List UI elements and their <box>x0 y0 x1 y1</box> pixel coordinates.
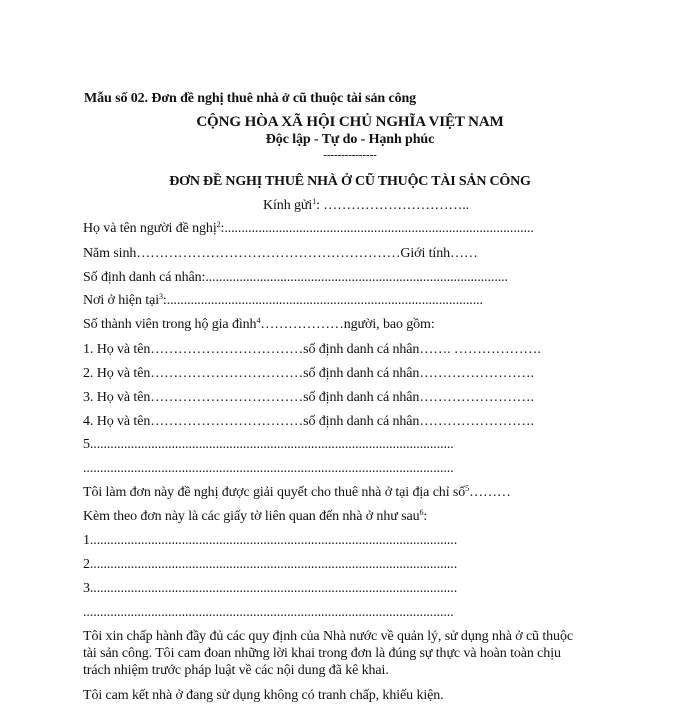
closing-line-1: Tôi xin chấp hành đầy đủ các quy định của Nhà nước về quản lý, sử dụng nhà ở cũ thuộc <box>83 629 573 644</box>
ho-ten-line <box>83 221 534 237</box>
thanh-vien-label: Số thành viên trong hộ gia đình <box>83 317 257 332</box>
ho-ten-label: Họ và tên người đề nghị <box>83 221 217 236</box>
closing-line-3: trách nhiệm trước pháp luật về các nội dung đã kê khai. <box>83 663 389 678</box>
footnote-4: 4 <box>256 316 261 325</box>
attachment-row-2[interactable]: 2............................................................................................................ <box>83 557 458 572</box>
kinh-gui-field[interactable]: : ………………………….. <box>316 198 470 213</box>
closing-line-4: Tôi cam kết nhà ở đang sử dụng không có tranh chấp, khiếu kiện. <box>83 688 444 703</box>
footnote-5: 5 <box>465 484 470 493</box>
noi-o-line <box>83 293 483 309</box>
footnote-6: 6 <box>419 508 424 517</box>
attachment-row-3[interactable]: 3............................................................................................................ <box>83 581 458 596</box>
nam-sinh-line[interactable]: Năm sinh…………………………………………………Giới tính…… <box>83 246 478 261</box>
member-row-2[interactable]: 2. Họ và tên……………………………số định danh cá nhân……………………. <box>83 366 534 381</box>
attach-colon: : <box>423 509 428 524</box>
ho-ten-field[interactable]: :........................................................................................... <box>220 221 534 236</box>
member-row-3[interactable]: 3. Họ và tên……………………………số định danh cá nhân……………………. <box>83 390 534 405</box>
separator: --------------- <box>323 149 377 161</box>
closing-line-2: tài sản công. Tôi cam đoan những lời khai trong đơn là đúng sự thực và hoàn toàn chịu <box>83 646 561 661</box>
member-row-5[interactable]: 5........................................................................................................... <box>83 437 454 452</box>
member-row-extra[interactable]: ............................................................................................................. <box>83 461 454 476</box>
form-title: ĐƠN ĐỀ NGHỊ THUÊ NHÀ Ở CŨ THUỘC TÀI SẢN CÔNG <box>169 174 531 189</box>
attach-line <box>83 509 427 525</box>
noi-o-field[interactable]: :............................................................................................. <box>162 293 483 308</box>
member-row-1[interactable]: 1. Họ và tên……………………………số định danh cá nhân……. ………………. <box>83 342 541 357</box>
footnote-2: 2 <box>216 220 221 229</box>
request-text: Tôi làm đơn này đề nghị được giải quyết cho thuê nhà ở tại địa chỉ số <box>83 485 466 500</box>
member-row-4[interactable]: 4. Họ và tên……………………………số định danh cá nhân……………………. <box>83 414 534 429</box>
kinh-gui-label: Kính gửi <box>263 198 313 213</box>
template-label: Mẫu số 02. Đơn đề nghị thuê nhà ở cũ thuộc tài sản công <box>84 91 417 106</box>
nation-heading: CỘNG HÒA XÃ HỘI CHỦ NGHĨA VIỆT NAM <box>196 114 504 130</box>
attachment-row-1[interactable]: 1............................................................................................................ <box>83 533 458 548</box>
request-line <box>83 485 511 501</box>
footnote-3: 3 <box>159 292 163 301</box>
kinh-gui-line <box>263 198 469 214</box>
attachment-row-extra[interactable]: ............................................................................................................. <box>83 605 454 620</box>
thanh-vien-line <box>83 317 435 333</box>
noi-o-label: Nơi ở hiện tại <box>83 293 160 308</box>
attach-text: Kèm theo đơn này là các giấy tờ liên quan đến nhà ở như sau <box>83 509 420 524</box>
thanh-vien-field[interactable]: ………………người, bao gồm: <box>260 317 435 332</box>
motto: Độc lập - Tự do - Hạnh phúc <box>265 132 435 147</box>
request-field[interactable]: ……… <box>469 485 511 500</box>
so-dinh-danh-line[interactable]: Số định danh cá nhân:......................................................................................... <box>83 270 508 285</box>
footnote-1: 1 <box>312 197 317 206</box>
